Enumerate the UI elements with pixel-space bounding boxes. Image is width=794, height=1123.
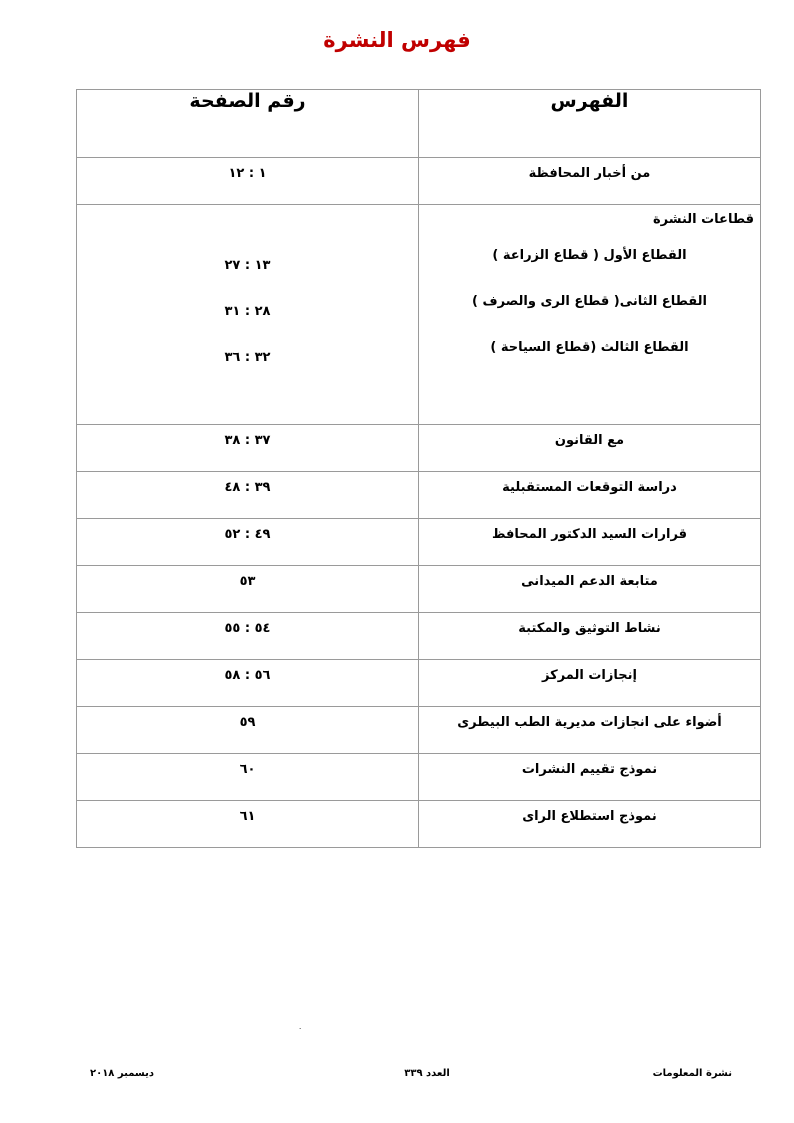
sector-item: القطاع الثالث (قطاع السياحة ) [490, 340, 689, 355]
sector-page: ٢٨ : ٣١ [224, 304, 271, 319]
table-row [77, 707, 761, 754]
table-row [77, 801, 761, 848]
entry-page: ٥٩ [77, 707, 419, 754]
entry-page: ٥٦ : ٥٨ [77, 660, 419, 707]
entry-label: دراسة التوقعات المستقبلية [419, 472, 761, 519]
table-header-row [77, 90, 761, 158]
entry-label: إنجازات المركز [419, 660, 761, 707]
sectors-row [77, 205, 761, 425]
stray-dot: ٠ [298, 1024, 303, 1033]
entry-page: ٤٩ : ٥٢ [77, 519, 419, 566]
entry-page: ٥٤ : ٥٥ [77, 613, 419, 660]
entry-label: قرارات السيد الدكتور المحافظ [419, 519, 761, 566]
entry-label: نموذج تقييم النشرات [419, 754, 761, 801]
entry-page: ٣٧ : ٣٨ [77, 425, 419, 472]
sector-page: ١٣ : ٢٧ [224, 258, 271, 273]
sectors-heading: قطاعات النشرة [652, 212, 754, 227]
table-row [77, 425, 761, 472]
table-row [77, 158, 761, 205]
entry-page: ٥٣ [77, 566, 419, 613]
entry-label: أضواء على انجازات مديرية الطب البيطرى [419, 707, 761, 754]
entry-label: من أخبار المحافظة [419, 158, 761, 205]
entry-page: ٣٩ : ٤٨ [77, 472, 419, 519]
table-row [77, 613, 761, 660]
table-row [77, 566, 761, 613]
header-page-number: رقم الصفحة [77, 90, 419, 158]
entry-label: مع القانون [419, 425, 761, 472]
entry-label: نموذج استطلاع الراى [419, 801, 761, 848]
sector-page: ٣٢ : ٣٦ [224, 350, 271, 365]
footer-date: ديسمبر ٢٠١٨ [90, 1068, 154, 1079]
footer-publication: نشرة المعلومات [652, 1068, 732, 1079]
entry-page: ١ : ١٢ [77, 158, 419, 205]
footer-issue: العدد ٣٣٩ [404, 1068, 450, 1079]
page-title: فهرس النشرة [323, 28, 471, 52]
entry-label: متابعة الدعم الميدانى [419, 566, 761, 613]
entry-page: ٦٠ [77, 754, 419, 801]
table-row [77, 754, 761, 801]
sector-item: القطاع الثانى( قطاع الرى والصرف ) [472, 294, 707, 309]
table-row [77, 660, 761, 707]
table-row [77, 519, 761, 566]
sector-item: القطاع الأول ( قطاع الزراعة ) [492, 248, 687, 263]
sectors-pages [77, 205, 419, 425]
table-row [77, 472, 761, 519]
entry-page: ٦١ [77, 801, 419, 848]
sectors-list [419, 205, 761, 425]
header-index: الفهرس [419, 90, 761, 158]
entry-label: نشاط التوثيق والمكتبة [419, 613, 761, 660]
index-table [76, 89, 761, 848]
